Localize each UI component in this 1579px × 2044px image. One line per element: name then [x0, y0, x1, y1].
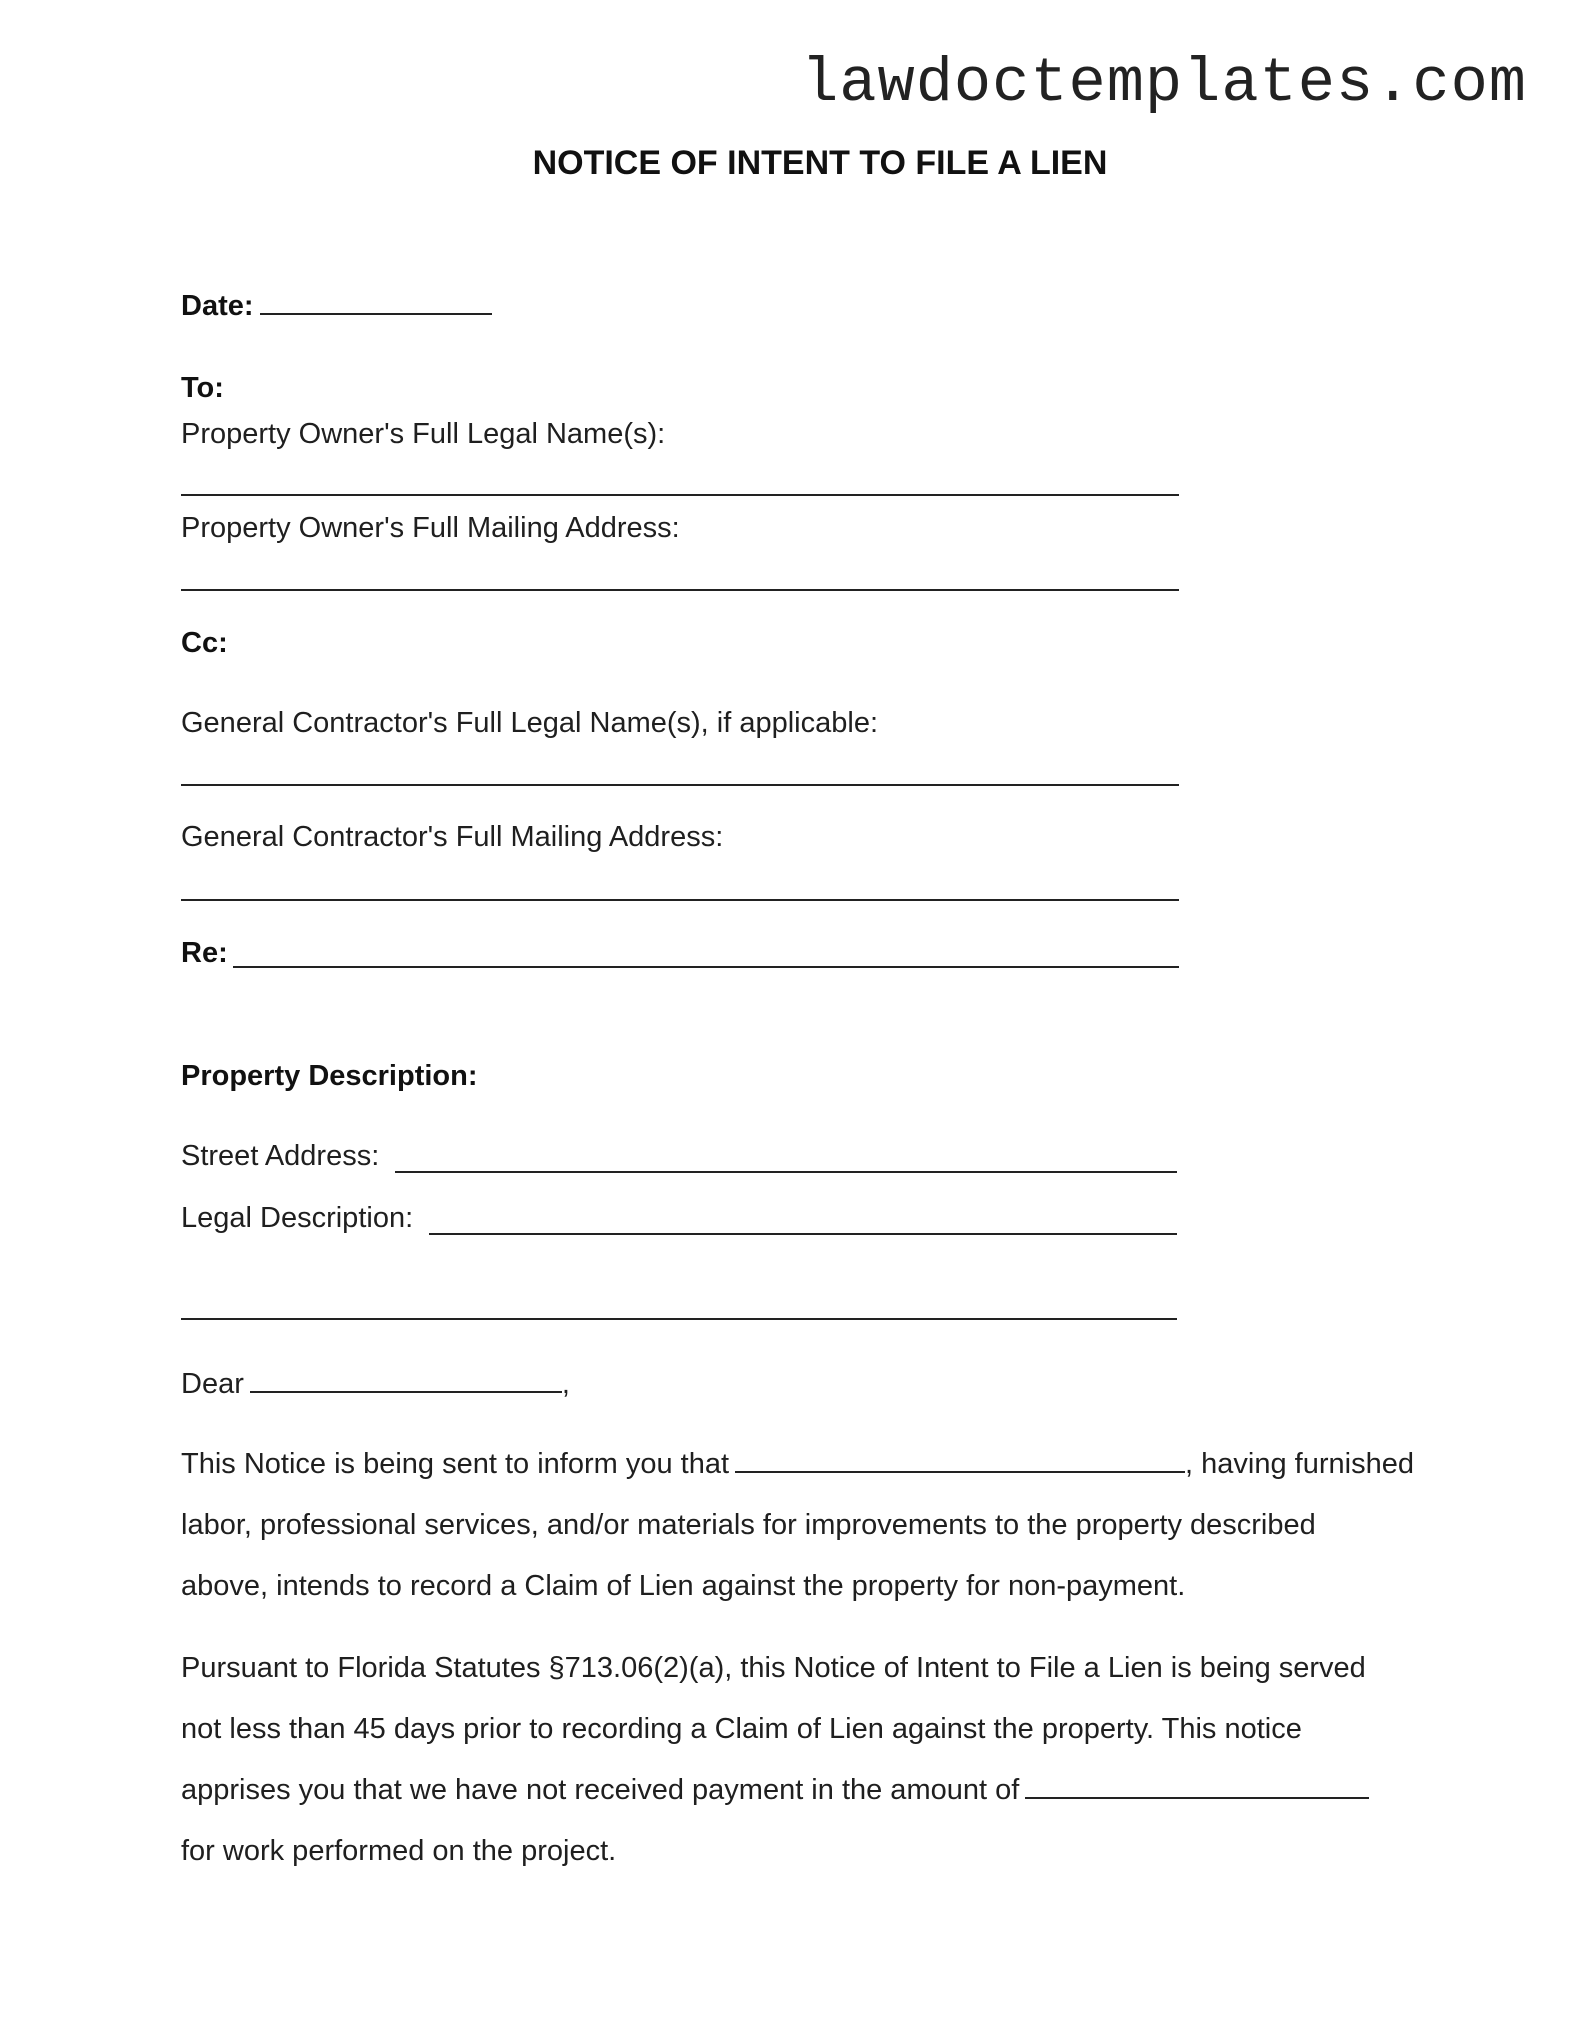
- statute-line-3: [181, 1760, 1481, 1821]
- notice-line-3: above, intends to record a Claim of Lien against the property for non-payment.: [181, 1570, 1186, 1602]
- legal-description-label: Legal Description:: [181, 1202, 414, 1234]
- re-label: Re:: [181, 937, 228, 969]
- recipient-name-field[interactable]: [250, 1369, 562, 1393]
- document-title: NOTICE OF INTENT TO FILE A LIEN: [532, 144, 1108, 182]
- gc-name-field[interactable]: [181, 784, 1179, 786]
- statute-line-2: not less than 45 days prior to recording a Claim of Lien against the property. This notice: [181, 1713, 1302, 1745]
- owner-address-field[interactable]: [181, 589, 1179, 591]
- owner-address-label: Property Owner's Full Mailing Address:: [181, 512, 680, 544]
- owner-name-field[interactable]: [181, 494, 1179, 496]
- statute-line-4: for work performed on the project.: [181, 1835, 617, 1867]
- to-label: To:: [181, 372, 224, 404]
- notice-line-1: [181, 1434, 1481, 1495]
- payment-amount-field[interactable]: [1025, 1775, 1369, 1799]
- dear-label: Dear: [181, 1368, 244, 1400]
- salutation-row: [181, 1368, 570, 1401]
- statute-line-1: Pursuant to Florida Statutes §713.06(2)(a), this Notice of Intent to File a Lien is being served: [181, 1652, 1366, 1684]
- notice-text-1: This Notice is being sent to inform you that: [181, 1448, 730, 1480]
- claimant-name-field[interactable]: [735, 1449, 1185, 1473]
- property-description-label: Property Description:: [181, 1060, 478, 1092]
- date-field[interactable]: [260, 291, 492, 315]
- statute-text-3: apprises you that we have not received payment in the amount of: [181, 1774, 1020, 1806]
- notice-text-2: , having furnished: [1185, 1448, 1414, 1480]
- statute-paragraph: [181, 1638, 1481, 1882]
- owner-name-label: Property Owner's Full Legal Name(s):: [181, 418, 666, 450]
- gc-address-label: General Contractor's Full Mailing Address:: [181, 821, 724, 853]
- street-address-label: Street Address:: [181, 1140, 380, 1172]
- cc-label: Cc:: [181, 627, 228, 659]
- site-watermark: lawdoctemplates.com: [801, 48, 1527, 119]
- legal-description-field[interactable]: [429, 1233, 1177, 1235]
- gc-address-field[interactable]: [181, 899, 1179, 901]
- date-row: [181, 290, 498, 323]
- notice-paragraph: [181, 1434, 1481, 1617]
- legal-description-field-continued[interactable]: [181, 1318, 1177, 1320]
- dear-suffix: ,: [561, 1368, 570, 1400]
- date-label: Date:: [181, 290, 254, 322]
- gc-name-label: General Contractor's Full Legal Name(s), if applicable:: [181, 707, 879, 739]
- notice-line-2: labor, professional services, and/or materials for improvements to the property described: [181, 1509, 1316, 1541]
- street-address-field[interactable]: [395, 1171, 1177, 1173]
- re-field[interactable]: [233, 966, 1179, 968]
